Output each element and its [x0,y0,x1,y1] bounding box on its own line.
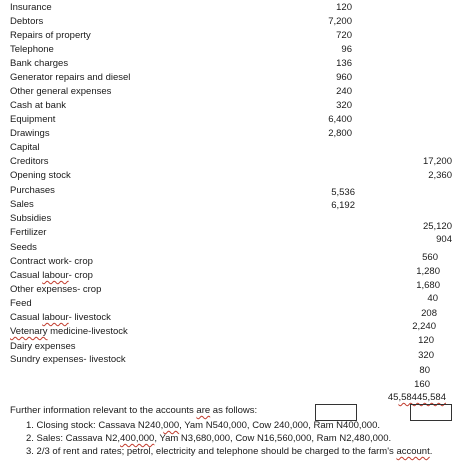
account-value: 960 [336,72,352,83]
account-name: Drawings [10,128,50,139]
account-value: 904 [436,234,452,245]
account-value: 2,800 [328,128,352,139]
account-name: Opening stock [10,170,71,181]
account-value: 320 [336,100,352,111]
account-value: 560 [422,252,438,263]
account-value: 120 [336,2,352,13]
account-value: 96 [341,44,352,55]
account-name: Purchases [10,185,55,196]
account-name: Casual labour- crop [10,270,93,281]
account-name: Creditors [10,156,49,167]
extra-value: 160 [414,379,430,390]
account-name: Repairs of property [10,30,91,41]
account-value: 2,360 [428,170,452,181]
account-value: 208 [421,308,437,319]
account-name: Other general expenses [10,86,112,97]
further-information [10,404,455,458]
extra-value: 45,58445,584 [387,392,446,403]
account-value: 120 [418,335,434,346]
note-item: 2. Sales: Cassava N2,400,000, Yam N3,680,000, Cow N16,560,000, Ram N2,480,000. [26,433,392,444]
account-name: Feed [10,298,32,309]
account-value: 17,200 [422,156,452,167]
account-value: 1,680 [416,280,440,291]
account-name: Insurance [10,2,52,13]
note-item: 3. 2/3 of rent and rates; petrol, electricity and telephone should be charged to the farm's account. [26,446,433,457]
account-value: 720 [336,30,352,41]
account-value: 136 [336,58,352,69]
account-value: 6,400 [328,114,352,125]
further-info-heading: Further information relevant to the accounts are as follows: [10,404,455,417]
account-name: Debtors [10,16,44,27]
account-name: Casual labour- livestock [10,312,111,323]
account-name: Contract work- crop [10,256,93,267]
blank-box [410,404,452,421]
account-value: 1,280 [416,266,440,277]
account-value: 25,120 [422,221,452,232]
account-value: 2,240 [412,321,436,332]
account-value: 5,536 [331,187,355,198]
account-name: Capital [10,142,40,153]
blank-box [315,404,357,421]
account-value: 240 [336,86,352,97]
account-name: Cash at bank [10,100,66,111]
account-value: 6,192 [331,200,355,211]
account-name: Bank charges [10,58,69,69]
account-name: Dairy expenses [10,341,76,352]
account-value: 40 [427,293,438,304]
account-name: Equipment [10,114,56,125]
account-name: Vetenary medicine-livestock [10,326,128,337]
account-name: Other expenses- crop [10,284,102,295]
account-value: 320 [418,350,434,361]
account-value: 7,200 [328,16,352,27]
account-name: Seeds [10,242,37,253]
extra-value: 80 [419,365,430,376]
account-name: Subsidies [10,213,52,224]
account-name: Sales [10,199,34,210]
account-name: Telephone [10,44,54,55]
account-name: Fertilizer [10,227,47,238]
account-name: Sundry expenses- livestock [10,354,126,365]
note-item: 1. Closing stock: Cassava N240,000, Yam N540,000, Cow 240,000, Ram N400,000. [26,420,381,431]
notes-list [10,419,455,458]
account-name: Generator repairs and diesel [10,72,131,83]
